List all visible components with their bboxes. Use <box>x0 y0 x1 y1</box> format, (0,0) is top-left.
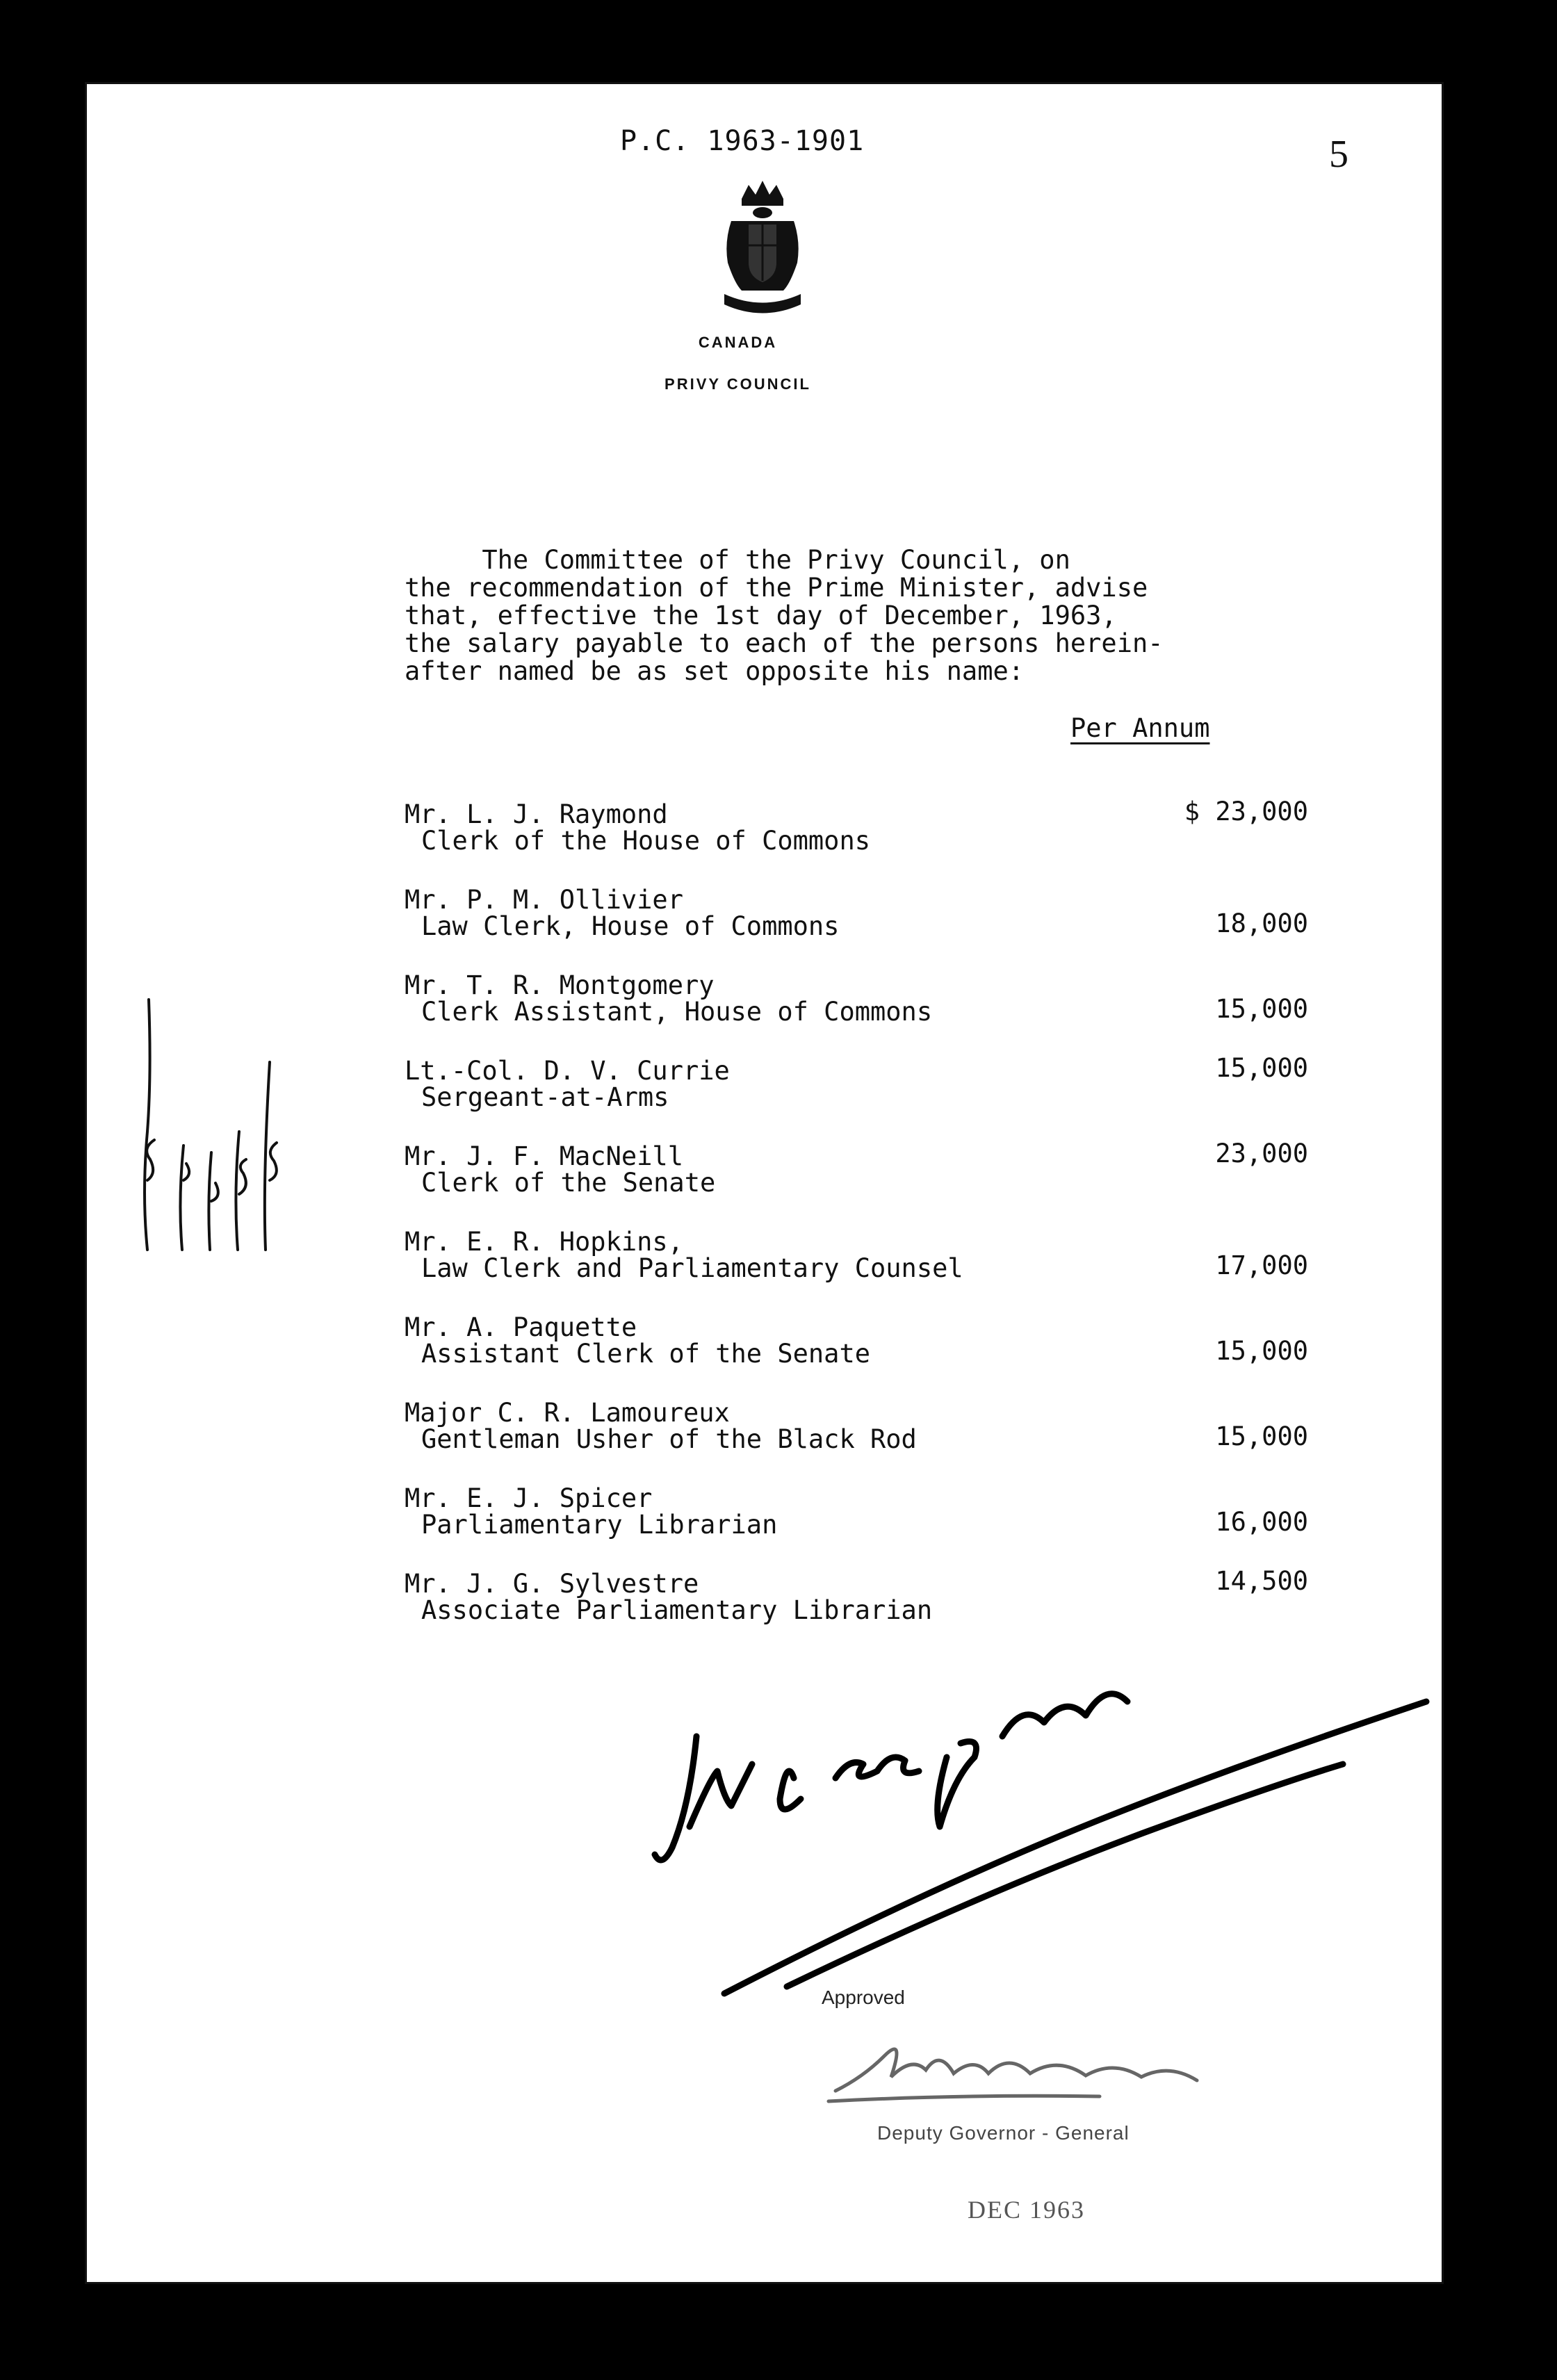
entry-title: Assistant Clerk of the Senate <box>421 1339 871 1369</box>
entry-salary: 18,000 <box>1215 908 1308 938</box>
list-item <box>405 799 1308 885</box>
list-item <box>405 1141 1308 1227</box>
entry-title: Clerk Assistant, House of Commons <box>421 997 933 1027</box>
handwritten-signature <box>613 1597 1447 2014</box>
entry-name: Mr. A. Paquette <box>405 1312 637 1342</box>
order-number: P.C. 1963-1901 <box>620 125 865 157</box>
list-item <box>405 1483 1308 1569</box>
entry-title: Law Clerk and Parliamentary Counsel <box>421 1253 963 1283</box>
entry-name: Mr. L. J. Raymond <box>405 799 668 829</box>
entry-title: Clerk of the Senate <box>421 1168 716 1198</box>
per-annum-heading: Per Annum <box>1070 713 1210 743</box>
entry-name: Mr. E. J. Spicer <box>405 1483 653 1513</box>
list-item <box>405 885 1308 970</box>
entry-name: Mr. T. R. Montgomery <box>405 970 715 1000</box>
entry-salary: 16,000 <box>1215 1507 1308 1537</box>
entry-title: Parliamentary Librarian <box>421 1510 778 1540</box>
entry-title: Clerk of the House of Commons <box>421 826 871 856</box>
entry-salary: 23,000 <box>1215 1139 1308 1168</box>
entry-title: Sergeant-at-Arms <box>421 1082 669 1112</box>
entry-name: Lt.-Col. D. V. Currie <box>405 1056 730 1086</box>
order-paragraph: The Committee of the Privy Council, on the recommendation of the Prime Minister, advise that, effective the 1st day of December, 1963, the salary payable to each of the persons herein- after named be as set opposite his name: <box>405 545 1164 686</box>
entry-salary: 15,000 <box>1215 1053 1308 1083</box>
list-item <box>405 1227 1308 1312</box>
entry-salary: 15,000 <box>1215 994 1308 1024</box>
entry-name: Mr. J. F. MacNeill <box>405 1141 683 1171</box>
entry-name: Major C. R. Lamoureux <box>405 1398 730 1428</box>
approved-label: Approved <box>822 1987 905 2008</box>
office-label: PRIVY COUNCIL <box>665 375 811 393</box>
entry-salary: 17,000 <box>1215 1250 1308 1280</box>
deputy-governor-label: Deputy Governor - General <box>877 2122 1130 2144</box>
list-item <box>405 1398 1308 1483</box>
list-item <box>405 1312 1308 1398</box>
list-item <box>405 1053 1308 1141</box>
entry-salary: 15,000 <box>1215 1336 1308 1366</box>
entry-title: Law Clerk, House of Commons <box>421 911 840 941</box>
entry-name: Mr. J. G. Sylvestre <box>405 1569 699 1599</box>
country-label: CANADA <box>698 334 778 351</box>
entry-title: Associate Parliamentary Librarian <box>421 1595 933 1625</box>
page-number: 5 <box>1329 133 1348 176</box>
coat-of-arms-icon <box>710 179 815 318</box>
salary-list <box>405 799 1308 1654</box>
handwritten-countersignature <box>822 2014 1239 2119</box>
entry-title: Gentleman Usher of the Black Rod <box>421 1424 917 1454</box>
handwritten-margin-note <box>106 972 286 1264</box>
entry-name: Mr. P. M. Ollivier <box>405 885 683 915</box>
entry-name: Mr. E. R. Hopkins, <box>405 1227 683 1257</box>
date-stamp: DEC 1963 <box>968 2196 1085 2224</box>
list-item <box>405 970 1308 1056</box>
entry-salary: 14,500 <box>1215 1566 1308 1596</box>
entry-salary: 15,000 <box>1215 1421 1308 1451</box>
entry-salary: $ 23,000 <box>1184 797 1308 826</box>
document-page <box>85 82 1444 2284</box>
